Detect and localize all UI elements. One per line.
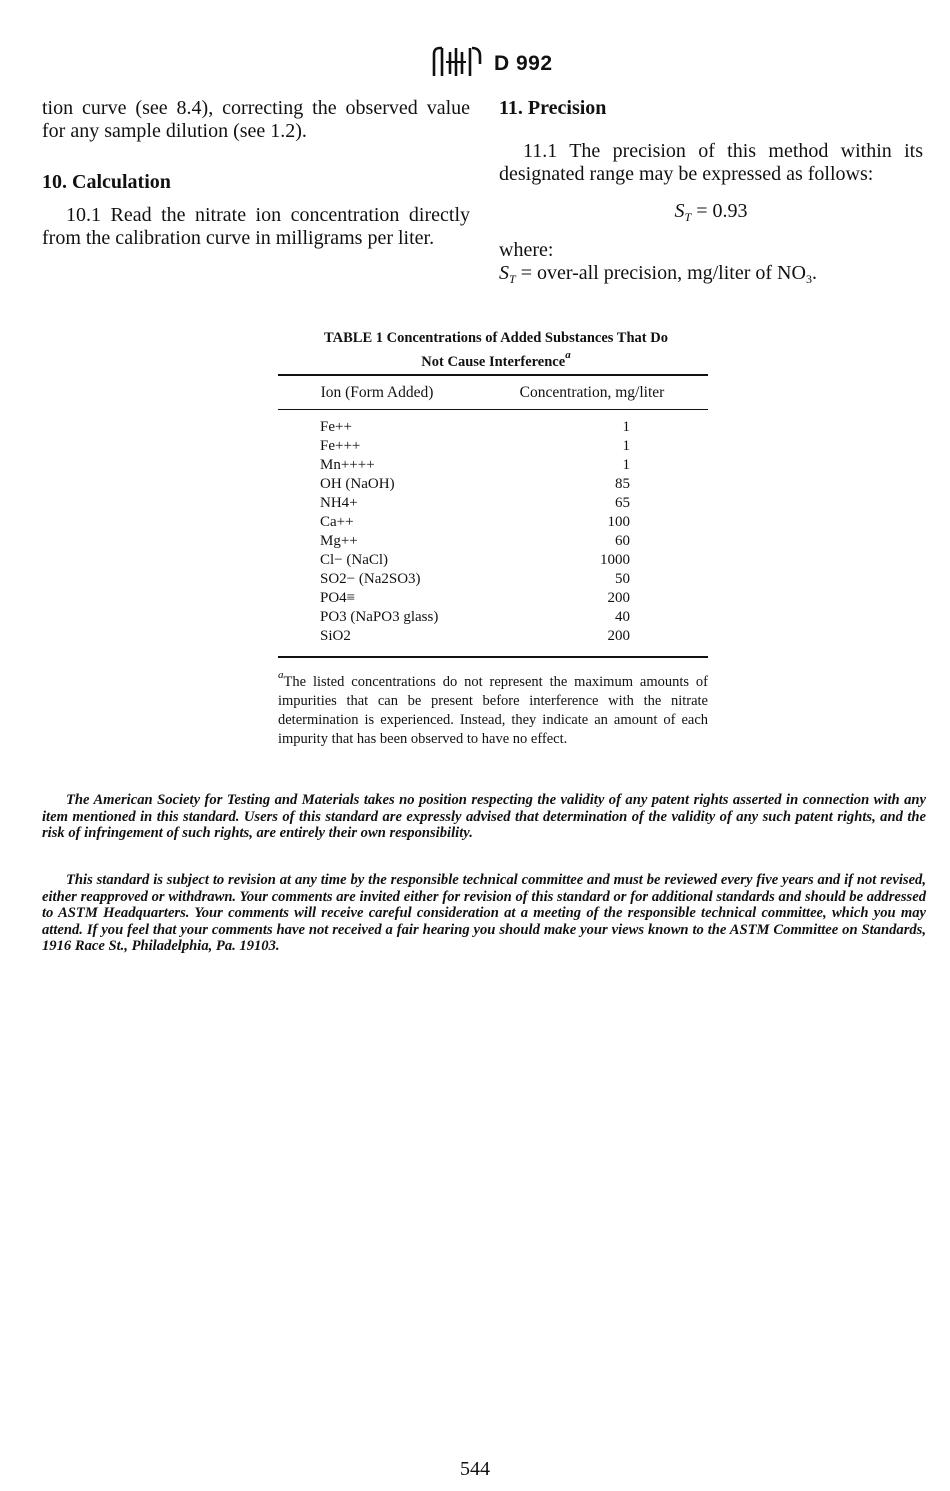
def-variable: S [499, 262, 509, 284]
table-header [278, 376, 708, 410]
table-title-line-2-text: Not Cause Interference [421, 354, 566, 370]
ion-cell: Mn++++ [320, 457, 375, 473]
ion-cell: OH (NaOH) [320, 476, 395, 492]
where-label: where: [499, 239, 554, 261]
def-subscript-2: 3 [805, 272, 812, 286]
ion-cell: PO3 (NaPO3 glass) [320, 609, 439, 625]
table-body [278, 410, 708, 658]
header-ion: Ion (Form Added) [320, 383, 434, 401]
ion-cell: Fe+++ [320, 438, 361, 454]
concentration-cell: 1 [622, 457, 630, 473]
revision-notice: This standard is subject to revision at any time by the responsible technical committee and must be reviewed every five years and if not revised, either reapproved or withdrawn. Your comments are invited either for revision of this standard or for additional standards and should be addressed to ASTM Headquarters. Your comments will receive careful consideration at a meeting of the responsible technical committee, which you may attend. If you feel that your comments have not received a fair hearing you should make your views known to the ASTM Committee on Standards, 1916 Race St., Philadelphia, Pa. 19103. [42, 872, 926, 954]
ion-cell: SiO2 [320, 628, 351, 644]
def-text: = over-all precision, mg/liter of NO [520, 262, 806, 284]
table-title [282, 330, 710, 371]
section-10-heading: 10. Calculation [42, 171, 171, 193]
footnote-text: The listed concentrations do not represent the maximum amounts of impurities that can be present before interference with the nitrate determination is experienced. Instead, they indicate an amount of each impurity that has been observed to have no effect. [278, 674, 708, 747]
continuation-paragraph: tion curve (see 8.4), correcting the observed value for any sample dilution (see 1.2). [42, 97, 470, 142]
def-subscript: T [509, 272, 516, 286]
ion-cell: PO4≡ [320, 590, 356, 606]
concentration-cell: 85 [615, 476, 630, 492]
patent-notice: The American Society for Testing and Materials takes no position respecting the validity of any patent rights asserted in connection with any item mentioned in this standard. Users of this standard are expressly advised that determination of the validity of any such patent rights, and the risk of infringement of such rights, are entirely their own responsibility. [42, 792, 926, 841]
table-title-line-1: TABLE 1 Concentrations of Added Substances That Do [324, 330, 668, 346]
table-row [278, 494, 708, 513]
table-row [278, 627, 708, 646]
header-concentration: Concentration, mg/liter [519, 383, 665, 401]
footnote-mark: a [278, 669, 284, 681]
table-row [278, 418, 708, 437]
table-row [278, 551, 708, 570]
table-row [278, 589, 708, 608]
table-row [278, 532, 708, 551]
concentration-cell: 200 [607, 590, 630, 606]
concentration-cell: 1 [622, 419, 630, 435]
eq-variable: S [674, 200, 685, 222]
ion-cell: SO2− (Na2SO3) [320, 571, 421, 587]
table-row [278, 570, 708, 589]
right-column [499, 97, 923, 291]
table-row [278, 437, 708, 456]
concentration-cell: 40 [615, 609, 630, 625]
document-number: D 992 [494, 52, 553, 75]
concentration-cell: 65 [615, 495, 630, 511]
table-row [278, 456, 708, 475]
paragraph-11-1: 11.1 The precision of this method within its designated range may be expressed as follows: [499, 140, 923, 185]
def-end: . [811, 262, 817, 284]
table-row [278, 475, 708, 494]
precision-equation [499, 200, 923, 229]
ion-cell: Mg++ [320, 533, 358, 549]
table-row [278, 608, 708, 627]
table-footnote [278, 666, 708, 749]
interference-table [278, 374, 708, 658]
paragraph-10-1: 10.1 Read the nitrate ion concentration directly from the calibration curve in milligrams per liter. [42, 204, 470, 249]
table-title-line-2 [282, 347, 710, 371]
concentration-cell: 1000 [600, 552, 630, 568]
ion-cell: NH4+ [320, 495, 358, 511]
concentration-cell: 200 [607, 628, 630, 644]
left-column [42, 97, 470, 250]
concentration-cell: 1 [622, 438, 630, 454]
table-row [278, 513, 708, 532]
ion-cell: Fe++ [320, 419, 352, 435]
astm-logo [428, 44, 486, 80]
section-11-heading: 11. Precision [499, 97, 607, 119]
concentration-cell: 60 [615, 533, 630, 549]
concentration-cell: 100 [607, 514, 630, 530]
concentration-cell: 50 [615, 571, 630, 587]
eq-subscript: T [684, 210, 692, 224]
eq-value: = 0.93 [696, 200, 748, 222]
page-number: 544 [460, 1458, 490, 1480]
table-title-note: a [565, 349, 571, 361]
ion-cell: Cl− (NaCl) [320, 552, 389, 568]
definition-line [499, 262, 923, 291]
ion-cell: Ca++ [320, 514, 354, 530]
